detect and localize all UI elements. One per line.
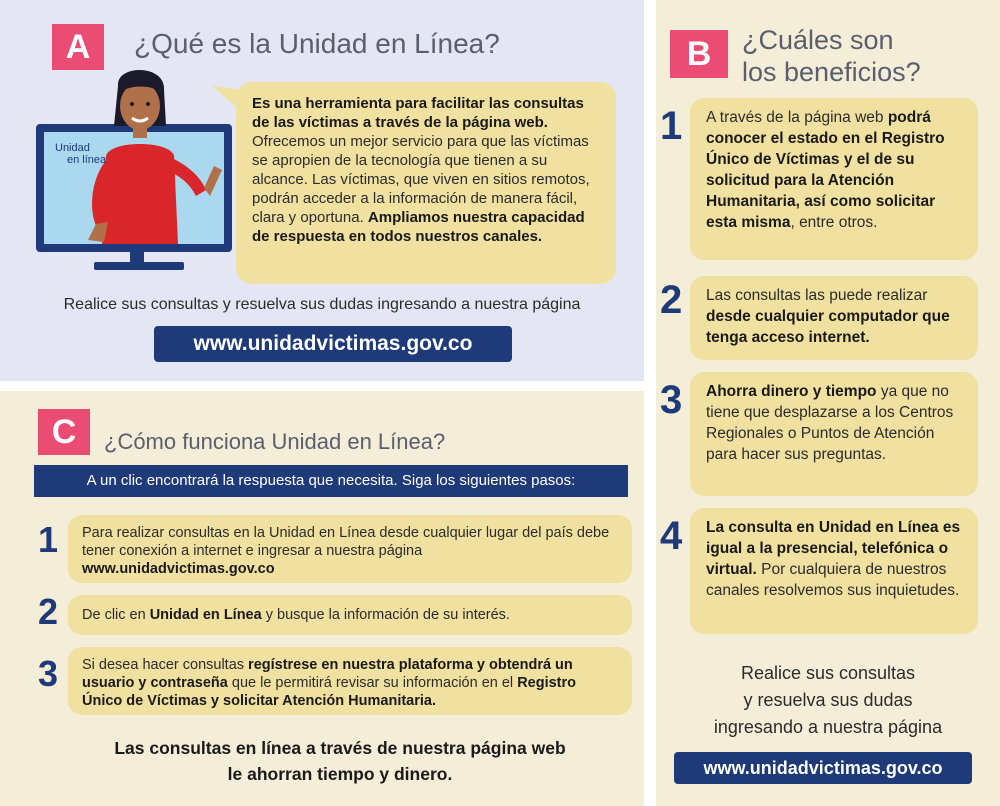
cta-b-line-3: ingresando a nuestra página [713,717,943,737]
step-item-1 [68,515,632,583]
url-button-a[interactable]: www.unidadvictimas.gov.co [154,326,512,362]
benefit-item-2 [690,276,978,360]
step-2-text-2: y busque la información de su interés. [261,607,510,623]
instructions-banner: A un clic encontrará la respuesta que necesita. Siga los siguientes pasos: [34,465,628,497]
logo-line-2: en línea [67,154,107,166]
section-letter-b: B [670,30,728,78]
panel-how-it-works [0,391,644,806]
section-title-b [742,24,921,88]
section-letter-a: A [52,24,104,70]
section-title-a: ¿Qué es la Unidad en Línea? [134,28,500,59]
cta-text-b [656,660,1000,741]
benefit-number-1: 1 [660,104,683,148]
step-1-text: Para realizar consultas en la Unidad en Línea desde cualquier lugar del país debe tener conexión a internet e ingresar a nuestra página [82,525,610,559]
benefit-3-text-2: ya que no tiene que desplazarse a los Centros Regionales o Puntos de Atención para hacer sus preguntas. [706,383,954,463]
step-3-bold-2: Registro Único de Víctimas y solicitar Atención Humanitaria. [82,675,577,709]
benefit-1-text-2: , entre otros. [790,214,878,231]
step-1-bold: www.unidadvictimas.gov.co [82,561,275,577]
url-button-b[interactable]: www.unidadvictimas.gov.co [674,752,972,784]
description-text: Ofrecemos un mejor servicio para que las víctimas se apropien de la tecnología que tienen a su alcance. Las víctimas, que viven en sitios remotos, podrán acceder a la información de manera fácil, clara y oportuna. [252,133,590,226]
step-2-text: De clic en [82,607,150,623]
cta-text-a: Realice sus consultas y resuelva sus dudas ingresando a nuestra página [63,296,581,313]
benefit-item-1 [690,98,978,260]
benefit-item-3 [690,372,978,496]
footer-message [0,735,680,787]
title-b-line-1: ¿Cuáles son [742,25,894,55]
step-3-text-2: que le permitirá revisar su información en el [227,675,518,691]
step-number-3: 3 [38,653,59,694]
step-2-bold: Unidad en Línea [149,607,262,623]
logo-line-1: Unidad [55,142,90,154]
step-item-2 [68,595,632,635]
cta-b-line-1: Realice sus consultas [740,663,916,683]
panel-benefits [656,0,1000,806]
footer-line-2: le ahorran tiempo y dinero. [227,764,453,784]
benefit-number-3: 3 [660,378,683,422]
footer-line-1: Las consultas en línea a través de nuestra página web [114,738,566,758]
description-bold-1: Es una herramienta para facilitar las consultas de las víctimas a través de la página web. [252,95,584,131]
benefit-number-2: 2 [660,278,683,322]
benefit-2-bold: desde cualquier computador que tenga acceso internet. [706,308,950,346]
step-item-3 [68,647,632,715]
step-3-text: Si desea hacer consultas [82,657,249,673]
section-letter-c: C [38,409,90,455]
step-number-2: 2 [38,591,59,632]
panel-what-is [0,0,644,381]
benefit-4-text-2: Por cualquiera de nuestros canales resolvemos sus inquietudes. [706,561,960,599]
section-title-c: ¿Cómo funciona Unidad en Línea? [104,429,446,454]
benefit-item-4 [690,508,978,634]
description-bubble [236,82,616,284]
benefit-4-bold: La consulta en Unidad en Línea es igual a la presencial, telefónica o virtual. [706,519,961,578]
step-3-bold: regístrese en nuestra plataforma y obtendrá un usuario y contraseña [82,657,573,691]
benefit-2-text: Las consultas las puede realizar [706,287,928,304]
step-number-1: 1 [38,519,59,560]
logo-text [55,142,106,166]
benefit-1-text: A través de la página web [706,109,888,126]
benefit-1-bold: podrá conocer el estado en el Registro Único de Víctimas y el de su solicitud para la Atención Humanitaria, así como solicitar esta misma [706,109,945,231]
benefit-number-4: 4 [660,514,683,558]
description-bold-2: Ampliamos nuestra capacidad de respuesta en todos nuestros canales. [252,209,585,245]
cta-b-line-2: y resuelva sus dudas [743,690,913,710]
benefit-3-bold: Ahorra dinero y tiempo [706,383,877,400]
title-b-line-2: los beneficios? [742,57,921,87]
